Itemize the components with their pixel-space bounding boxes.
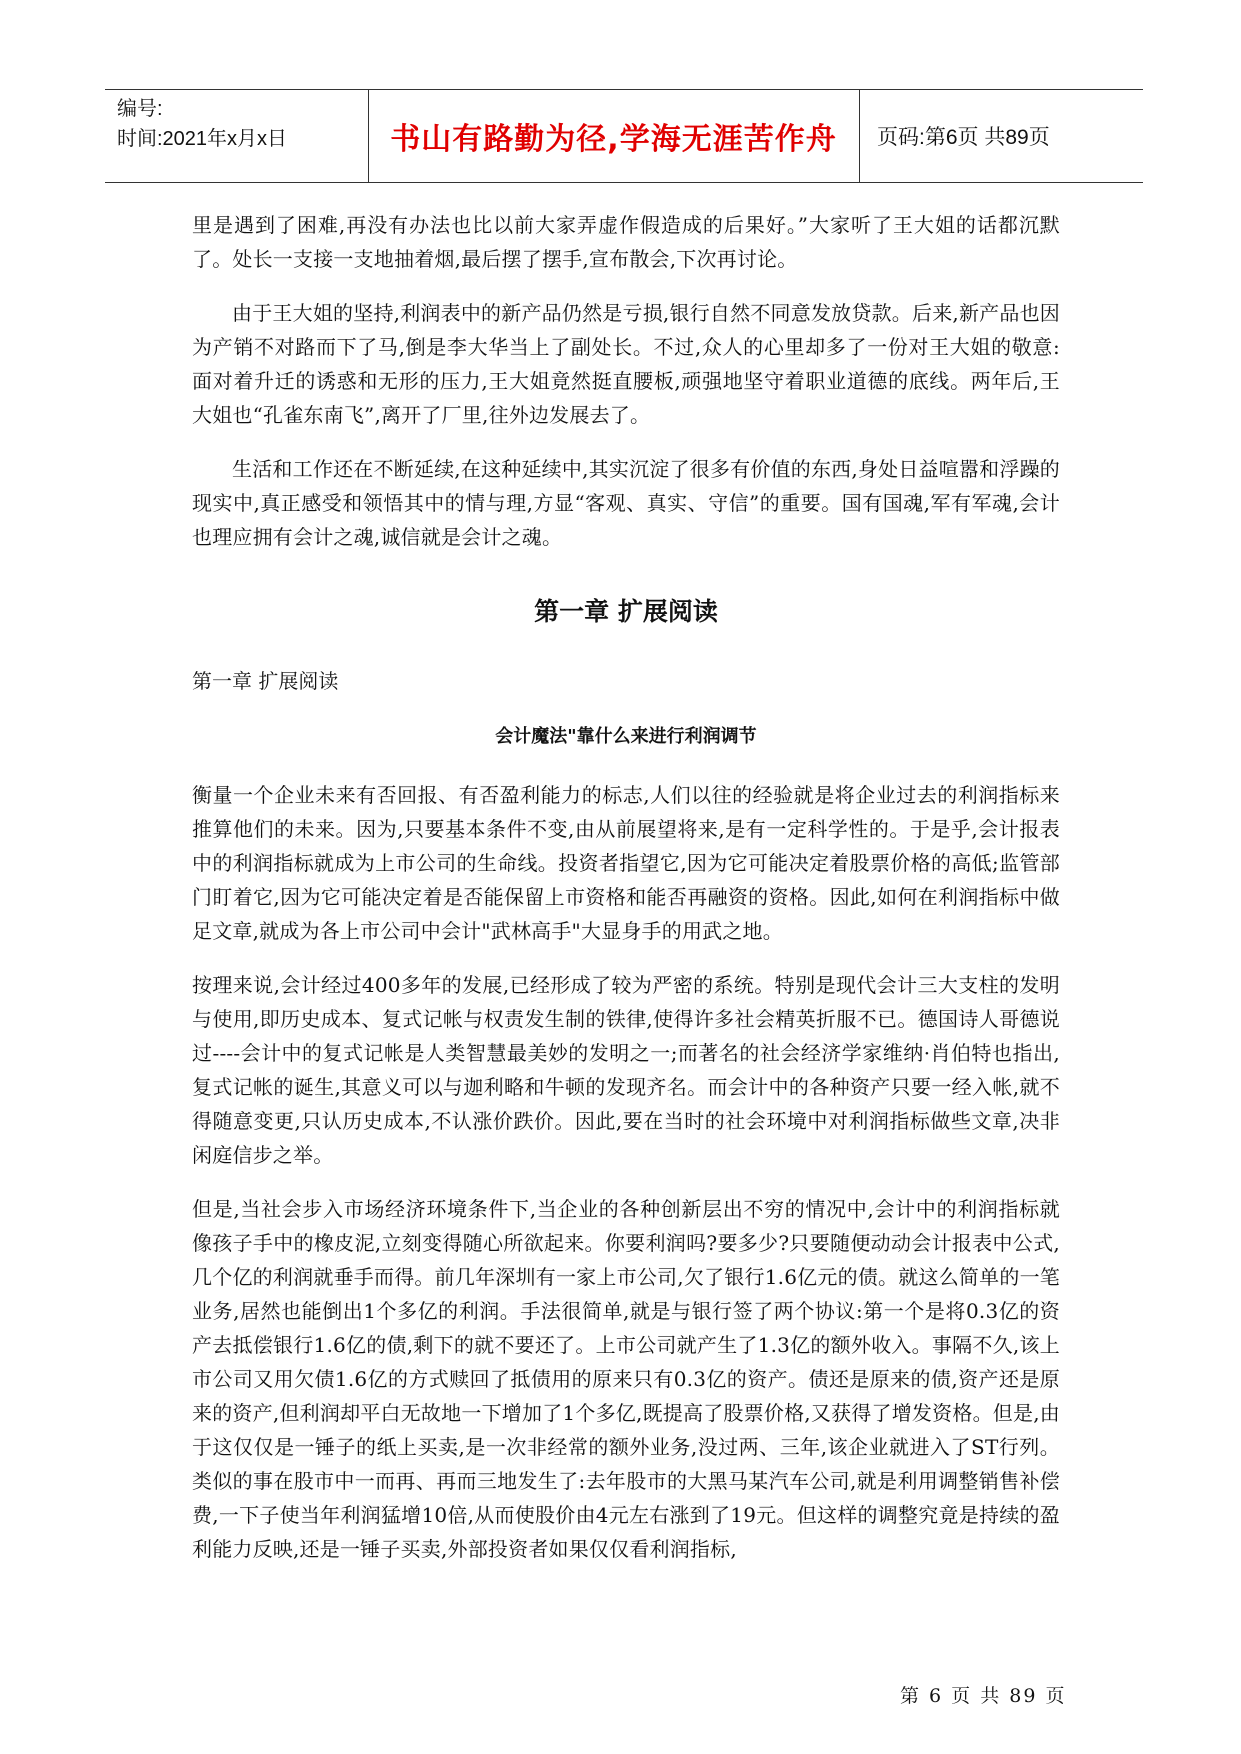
paragraph: 里是遇到了困难,再没有办法也比以前大家弄虚作假造成的后果好。”大家听了王大姐的话都沉默了。处长一支接一支地抽着烟,最后摆了摆手,宣布散会,下次再讨论。 xyxy=(192,213,1060,271)
paragraph: 衡量一个企业未来有否回报、有否盈利能力的标志,人们以往的经验就是将企业过去的利润指标来推算他们的未来。因为,只要基本条件不变,由从前展望将来,是有一定科学性的。于是乎,会计报表中的利润指标就成为上市公司的生命线。投资者指望它,因为它可能决定着股票价格的高低;监管部门盯着它,因为它可能决定着是否能保留上市资格和能否再融资的资格。因此,如何在利润指标中做足文章,就成为各上市公司中会计"武林高手"大显身手的用武之地。 xyxy=(192,783,1060,943)
header-page-info: 页码:第6页 共89页 xyxy=(877,126,1050,149)
chapter-line: 第一章 扩展阅读 xyxy=(192,669,339,693)
paragraph: 但是,当社会步入市场经济环境条件下,当企业的各种创新层出不穷的情况中,会计中的利润指标就像孩子手中的橡皮泥,立刻变得随心所欲起来。你要利润吗?要多少?只要随便动动会计报表中公式,几个亿的利润就垂手而得。前几年深圳有一家上市公司,欠了银行1.6亿元的债。就这么简单的一笔业务,居然也能倒出1个多亿的利润。手法很简单,就是与银行签了两个协议:第一个是将0.3亿的资产去抵偿银行1.6亿的债,剩下的就不要还了。上市公司就产生了1.3亿的额外收入。事隔不久,该上市公司又用欠债1.6亿的方式赎回了抵债用的原来只有0.3亿的资产。债还是原来的债,资产还是原来的资产,但利润却平白无故地一下增加了1个多亿,既提高了股票价格,又获得了增发资格。但是,由于这仅仅是一锤子的纸上买卖,是一次非经常的额外业务,没过两、三年,该企业就进入了ST行列。类似的事在股市中一而再、再而三地发生了:去年股市的大黑马某汽车公司,就是利用调整销售补偿费,一下子使当年利润猛增10倍,从而使股价由4元左右涨到了19元。但这样的调整究竟是持续的盈利能力反映,还是一锤子买卖,外部投资者如果仅仅看利润指标, xyxy=(192,1197,1060,1561)
article-title: 会计魔法"靠什么来进行利润调节 xyxy=(495,726,757,747)
number-label: 编号: xyxy=(117,98,163,120)
chapter-heading: 第一章 扩展阅读 xyxy=(534,597,718,626)
header-divider xyxy=(859,90,860,182)
paragraph: 由于王大姐的坚持,利润表中的新产品仍然是亏损,银行自然不同意发放贷款。后来,新产品也因为产销不对路而下了马,倒是李大华当上了副处长。不过,众人的心里却多了一份对王大姐的敬意:面对着升迁的诱惑和无形的压力,王大姐竟然挺直腰板,顽强地坚守着职业道德的底线。两年后,王大姐也“孔雀东南飞”,离开了厂里,往外边发展去了。 xyxy=(192,301,1060,427)
paragraph: 按理来说,会计经过400多年的发展,已经形成了较为严密的系统。特别是现代会计三大支柱的发明与使用,即历史成本、复式记帐与权责发生制的铁律,使得许多社会精英折服不已。德国诗人哥德说过----会计中的复式记帐是人类智慧最美妙的发明之一;而著名的社会经济学家维纳·肖伯特也指出,复式记帐的诞生,其意义可以与迦利略和牛顿的发现齐名。而会计中的各种资产只要一经入帐,就不得随意变更,只认历史成本,不认涨价跌价。因此,要在当时的社会环境中对利润指标做些文章,决非闲庭信步之举。 xyxy=(192,973,1060,1167)
header-motto: 书山有路勤为径,学海无涯苦作舟 xyxy=(390,122,837,157)
page-footer: 第 6 页 共 89 页 xyxy=(900,1685,1067,1707)
header-meta xyxy=(117,94,362,154)
time-label: 时间:2021年x月x日 xyxy=(117,128,288,150)
page-header xyxy=(105,89,1143,183)
paragraph: 生活和工作还在不断延续,在这种延续中,其实沉淀了很多有价值的东西,身处日益喧嚣和浮躁的现实中,真正感受和领悟其中的情与理,方显“客观、真实、守信”的重要。国有国魂,军有军魂,会计也理应拥有会计之魂,诚信就是会计之魂。 xyxy=(192,457,1060,549)
document-body xyxy=(192,208,1060,1586)
